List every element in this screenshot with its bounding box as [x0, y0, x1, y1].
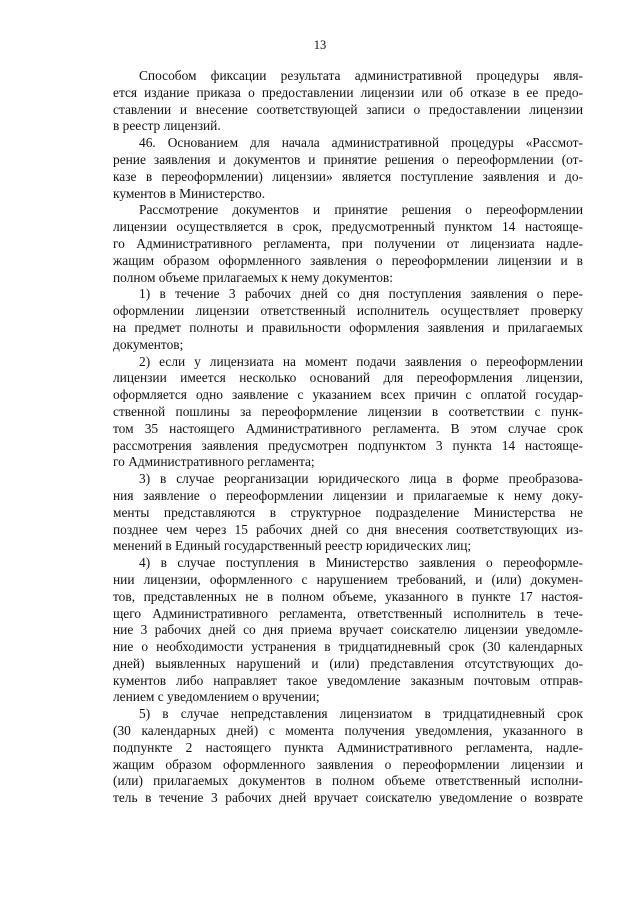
text-line: ния заявление о переоформлении лицензии и прилагаемые к нему доку- — [113, 487, 583, 503]
text-line: кументов в Министерство. — [113, 185, 266, 201]
text-line: рение заявления и документов и принятие решения о переоформлении (от- — [113, 151, 583, 167]
text-line: документов; — [113, 336, 184, 352]
document-body — [113, 68, 583, 807]
paragraph — [113, 68, 583, 135]
text-line: жащим образом оформленного заявления о переоформлении лицензии и в — [113, 252, 583, 268]
text-line: том 35 настоящего Административного регламента. В этом случае срок — [113, 420, 583, 436]
text-line: щего Административного регламента, ответственный исполнитель в тече- — [113, 605, 583, 621]
text-line: Рассмотрение документов и принятие решения о переоформлении — [139, 202, 583, 218]
text-line: Способом фиксации результата административной процедуры явля- — [139, 68, 583, 83]
text-line: ставлении и внесение соответствующей записи о предоставлении лицензии — [113, 101, 583, 117]
text-line: оформлении лицензии ответственный исполнитель осуществляет проверку — [113, 303, 583, 319]
text-line: полном объеме прилагаемых к нему документов: — [113, 269, 393, 285]
text-line: 2) если у лицензиата на момент подачи заявления о переоформлении — [139, 353, 583, 369]
text-line: 4) в случае поступления в Министерство заявления о переоформле- — [139, 555, 583, 571]
paragraph — [113, 286, 583, 353]
text-line: 3) в случае реорганизации юридического лица в форме преобразова- — [139, 471, 583, 487]
text-line: ственной пошлины за переоформление лицензии в соответствии с пунк- — [113, 403, 583, 419]
text-line: оформляется одно заявление с указанием всех причин с оплатой государ- — [113, 387, 583, 403]
text-line: менты представляются в структурное подразделение Министерства не — [113, 504, 583, 520]
text-line: го Административного регламента; — [113, 454, 315, 470]
text-line: 46. Основанием для начала административной процедуры «Рассмот- — [139, 135, 583, 151]
text-line: ние 3 рабочих дней со дня приема вручает соискателю лицензии уведомле- — [113, 622, 583, 638]
text-line: ется издание приказа о предоставлении лицензии или об отказе в ее предо- — [113, 84, 583, 100]
text-line: (30 календарных дней) с момента получения уведомления, указанного в — [113, 723, 583, 739]
paragraph — [113, 706, 583, 807]
text-line: менений в Единый государственный реестр юридических лиц; — [113, 538, 472, 554]
text-line: дней) выявленных нарушений и (или) представления отсутствующих до- — [113, 655, 583, 671]
text-line: позднее чем через 15 рабочих дней со дня внесения соответствующих из- — [113, 521, 583, 537]
text-line: 5) в случае непредставления лицензиатом в тридцатидневный срок — [139, 706, 583, 722]
paragraph — [113, 555, 583, 706]
text-line: жащим образом оформленного заявления о переоформлении лицензии и — [113, 756, 583, 772]
paragraph — [113, 471, 583, 555]
text-line: нии лицензии, оформленного с нарушением требований, и (или) докумен- — [113, 571, 583, 587]
paragraph — [113, 354, 583, 472]
text-line: (или) прилагаемых документов в полном объеме ответственный исполни- — [113, 773, 583, 789]
text-line: в реестр лицензий. — [113, 118, 221, 134]
text-line: подпункте 2 настоящего пункта Административного регламента, надле- — [113, 739, 583, 755]
text-line: на предмет полноты и правильности оформления заявления и прилагаемых — [113, 319, 583, 335]
text-line: 1) в течение 3 рабочих дней со дня поступления заявления о пере- — [139, 286, 583, 302]
text-line: казе в переоформлении) лицензии» является поступление заявления и до- — [113, 168, 583, 184]
text-line: рассмотрения заявления предусмотрен подпунктом 3 пункта 14 настояще- — [113, 437, 583, 453]
text-line: лицензии осуществляется в срок, предусмотренный пунктом 14 настояще- — [113, 219, 583, 235]
text-line: тель в течение 3 рабочих дней вручает соискателю уведомление о возврате — [113, 790, 583, 806]
text-line: тов, представленных не в полном объеме, указанного в пункте 17 настоя- — [113, 588, 583, 604]
text-line: кументов либо направляет такое уведомление заказным почтовым отправ- — [113, 672, 583, 688]
text-line: лицензии имеется несколько оснований для переоформления лицензии, — [113, 370, 583, 386]
paragraph — [113, 202, 583, 286]
text-line: ние о необходимости устранения в тридцатидневный срок (30 календарных — [113, 639, 583, 655]
page-number: 13 — [313, 38, 327, 52]
text-line: лением с уведомлением о вручении; — [113, 689, 320, 705]
text-line: го Административного регламента, при получении от лицензиата надле- — [113, 235, 583, 251]
paragraph — [113, 135, 583, 202]
